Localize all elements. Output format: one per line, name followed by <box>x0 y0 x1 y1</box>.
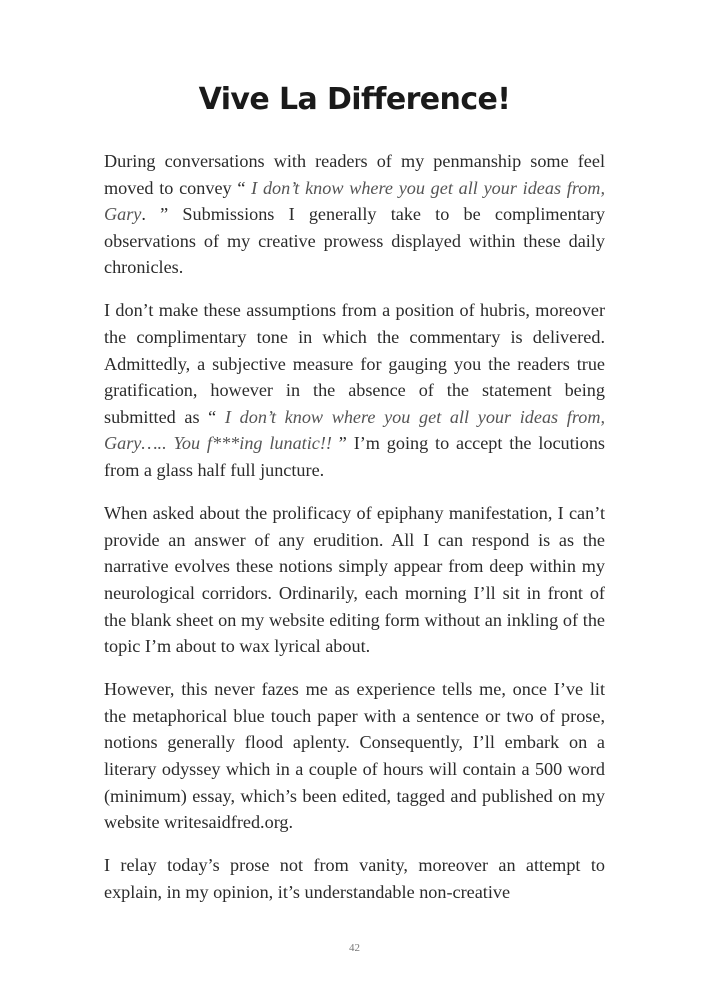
paragraph-1-text-a: During conversations with readers of my penmanship some feel moved to convey “ <box>104 151 605 198</box>
paragraph-1 <box>104 148 605 281</box>
paragraph-1-text-b: . ” Submissions I generally take to be complimentary observations of my creative prowess displayed within these daily chronicles. <box>104 204 605 278</box>
paragraph-2 <box>104 297 605 483</box>
paragraph-4: However, this never fazes me as experience tells me, once I’ve lit the metaphorical blue touch paper with a sentence or two of prose, notions generally flood aplenty. Consequently, I’ll embark on a literary odyssey which in a couple of hours will contain a 500 word (minimum) essay, which’s been edited, tagged and published on my website writesaidfred.org. <box>104 679 605 833</box>
paragraph-2-text-b: ” I’m going to accept the locutions from a glass half full juncture. <box>104 433 606 481</box>
page-number: 42 <box>349 942 360 954</box>
article-body <box>104 148 605 922</box>
paragraph-1-quote: I don’t know where you get all your ideas from, Gary <box>104 177 605 225</box>
page-title: Vive La Difference! <box>198 82 511 117</box>
paragraph-5: I relay today’s prose not from vanity, moreover an attempt to explain, in my opinion, it’s understandable non-creative <box>104 855 605 902</box>
paragraph-3: When asked about the prolificacy of epiphany manifestation, I can’t provide an answer of any erudition. All I can respond is as the narrative evolves these notions simply appear from deep within my neurological corridors. Ordinarily, each morning I’ll sit in front of the blank sheet on my website editing form without an inkling of the topic I’m about to wax lyrical about. <box>104 503 605 657</box>
paragraph-2-quote: I don’t know where you get all your ideas from, Gary….. You f***ing lunatic!! <box>104 406 606 454</box>
paragraph-2-text-a: I don’t make these assumptions from a position of hubris, moreover the complimentary tone in which the commentary is delivered. Admittedly, a subjective measure for gauging you the readers true gratification, however in the absence of the statement being submitted as “ <box>104 300 605 427</box>
